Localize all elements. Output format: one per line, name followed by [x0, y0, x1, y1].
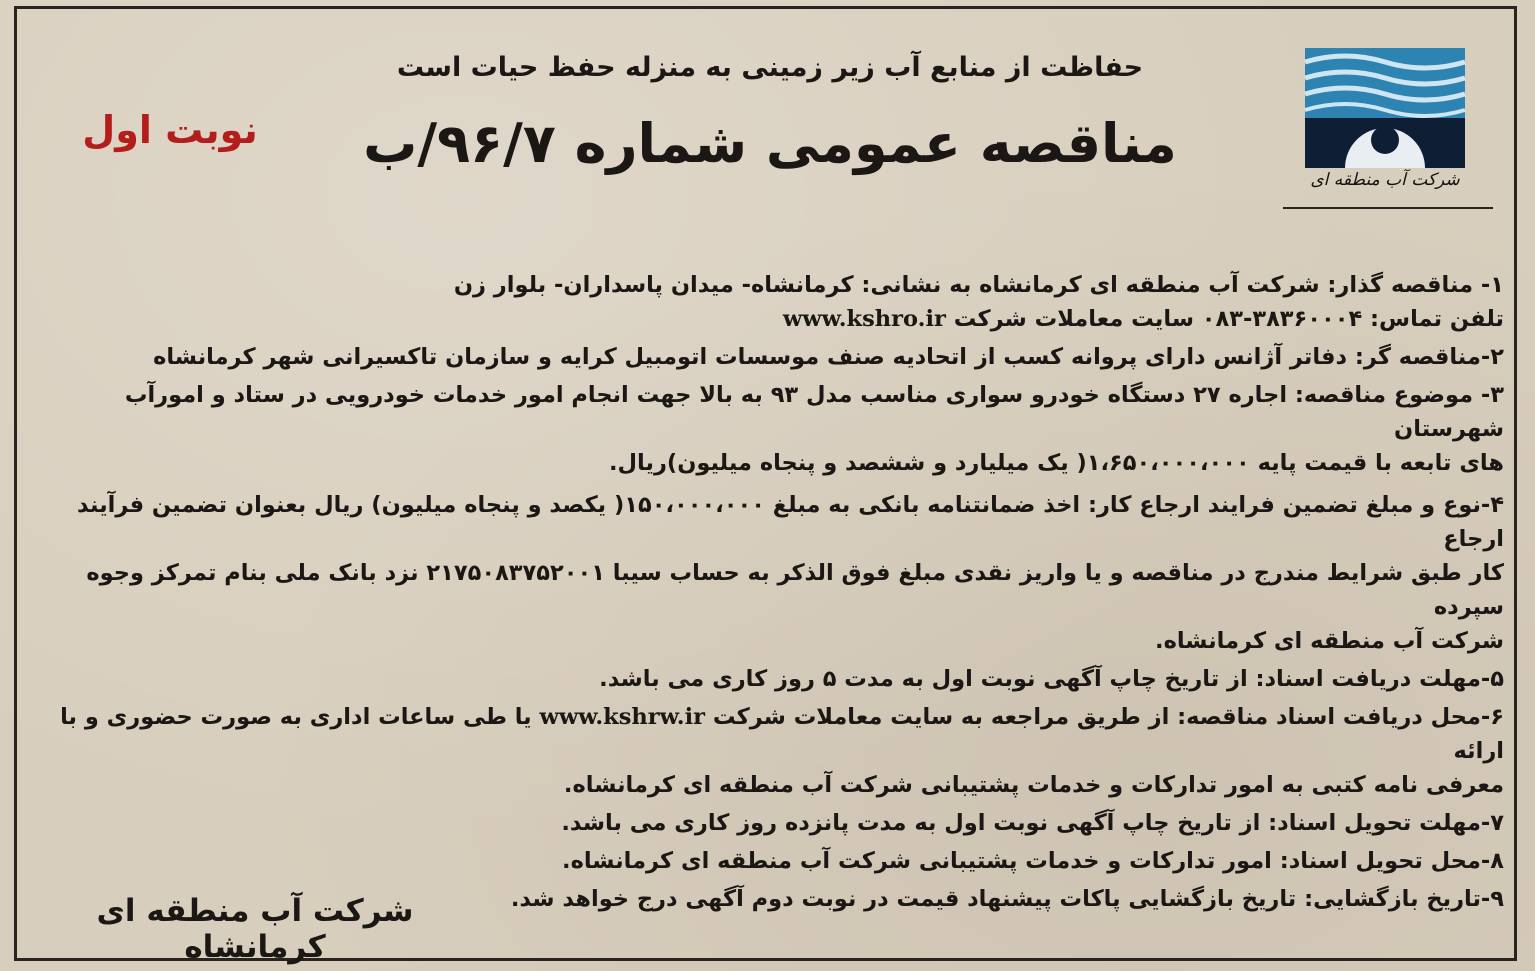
item-3-line-2: های تابعه با قیمت پایه ۱،۶۵۰،۰۰۰،۰۰۰( یک میلیارد و ششصد و پنجاه میلیون)ریال.: [608, 450, 1504, 476]
item-1-line-2: [36, 302, 1504, 336]
tender-title: مناقصه عمومی شماره ۹۶/۷/ب: [363, 112, 1177, 175]
item-1-phone: تلفن تماس: ۳۸۳۶۰۰۰۴-۰۸۳ سایت معاملات شرکت: [953, 306, 1504, 332]
item-1-line-1: ۱- مناقصه گذار: شرکت آب منطقه ای کرمانشاه به نشانی: کرمانشاه- میدان پاسداران- بلوار زن: [453, 272, 1504, 298]
item-4-line-2: کار طبق شرایط مندرج در مناقصه و یا واریز نقدی مبلغ فوق الذکر به حساب سیبا ۲۱۷۵۰۸۳۷۵۲۰۰۱ نزد بانک ملی بنام تمرکز وجوه سپرده: [86, 560, 1504, 620]
item-6: [36, 700, 1504, 802]
tender-body: [36, 268, 1504, 916]
item-3: [36, 378, 1504, 480]
item-2: [36, 340, 1504, 374]
item-6-line-1: [36, 700, 1504, 768]
item-6-intro: ۶-محل دریافت اسناد مناقصه: از طریق مراجعه به سایت معاملات شرکت: [712, 704, 1504, 730]
item-1-website-link[interactable]: www.kshro.ir: [782, 306, 946, 332]
item-6-line-2: معرفی نامه کتبی به امور تدارکات و خدمات پشتیبانی شرکت آب منطقه ای کرمانشاه.: [563, 772, 1504, 798]
item-2-text: ۲-مناقصه گر: دفاتر آژانس دارای پروانه کسب از اتحادیه صنف موسسات اتومبیل کرایه و سازمان تاکسیرانی شهر کرمانشاه: [153, 344, 1504, 370]
item-6-rest: یا طی ساعات اداری به صورت حضوری و با ارائه: [60, 704, 1504, 764]
logo-caption: شرکت آب منطقه ای: [1310, 170, 1460, 190]
item-5-text: ۵-مهلت دریافت اسناد: از تاریخ چاپ آگهی نوبت اول به مدت ۵ روز کاری می باشد.: [599, 666, 1504, 692]
item-4-line-1: ۴-نوع و مبلغ تضمین فرایند ارجاع کار: اخذ ضمانتنامه بانکی به مبلغ ۱۵۰،۰۰۰،۰۰۰( یکصد و پنجاه میلیون) ریال بعنوان تضمین فرآیند ارجاع: [77, 492, 1504, 552]
item-7: [36, 806, 1504, 840]
item-4-line-3: شرکت آب منطقه ای کرمانشاه.: [1155, 628, 1504, 654]
motto: حفاظت از منابع آب زیر زمینی به منزله حفظ حیات است: [396, 52, 1144, 83]
item-1: [36, 268, 1504, 336]
round-label: نوبت اول: [82, 108, 258, 152]
signature: شرکت آب منطقه ای کرمانشاه: [96, 893, 414, 965]
item-4: [36, 488, 1504, 658]
item-8-text: ۸-محل تحویل اسناد: امور تدارکات و خدمات پشتیبانی شرکت آب منطقه ای کرمانشاه.: [562, 848, 1504, 874]
item-8: [36, 844, 1504, 878]
item-3-line-1: ۳- موضوع مناقصه: اجاره ۲۷ دستگاه خودرو سواری مناسب مدل ۹۳ به بالا جهت انجام امور خدمات خودرویی در ستاد و امورآب شهرستان: [124, 382, 1504, 442]
item-6-website-link[interactable]: www.kshrw.ir: [539, 704, 705, 730]
item-7-text: ۷-مهلت تحویل اسناد: از تاریخ چاپ آگهی نوبت اول به مدت پانزده روز کاری می باشد.: [561, 810, 1504, 836]
item-5: [36, 662, 1504, 696]
logo-divider: [1283, 207, 1493, 209]
item-9-text: ۹-تاریخ بازگشایی: تاریخ بازگشایی پاکات پیشنهاد قیمت در نوبت دوم آگهی درج خواهد شد.: [510, 886, 1504, 912]
